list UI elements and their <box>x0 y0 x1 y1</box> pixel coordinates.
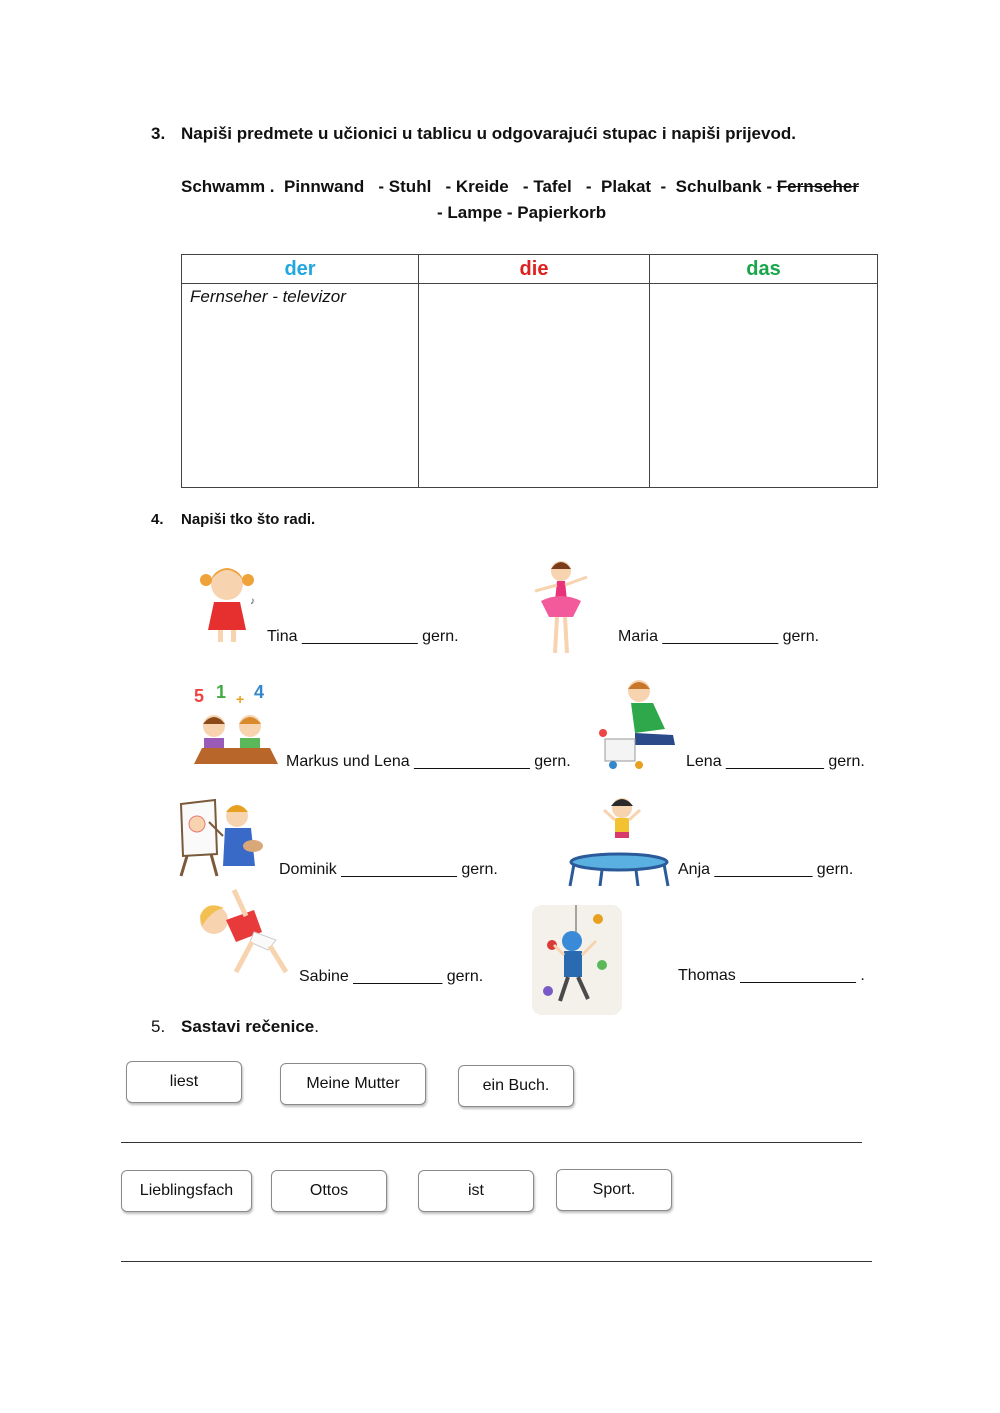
kids-math-icon <box>192 680 282 766</box>
word-card-meine-mutter[interactable]: Meine Mutter <box>280 1063 426 1105</box>
svg-text:1: 1 <box>216 682 227 702</box>
word-card-ottos[interactable]: Ottos <box>271 1170 387 1212</box>
trampoline-icon <box>568 792 670 888</box>
task4-number: 4. <box>151 511 164 528</box>
ballerina-icon <box>527 555 595 657</box>
task5-instruction: Sastavi rečenice <box>181 1017 315 1036</box>
article-table <box>181 254 878 488</box>
word-bank-line2: - Lampe - Papierkorb <box>437 203 607 222</box>
header-das: das <box>650 255 878 284</box>
boy-painter-icon <box>177 798 267 878</box>
task5-number: 5. <box>151 1017 166 1036</box>
word-bank-struck-word: Fernseher <box>776 177 859 196</box>
header-die: die <box>419 255 650 284</box>
task3-instruction: Napiši predmete u učionici u tablicu u odgovarajući stupac i napiši prijevod. <box>181 124 796 143</box>
sentence-anja[interactable]: Anja ___________ gern. <box>678 861 854 878</box>
task5-period: . <box>314 1017 319 1036</box>
girl-singing-icon <box>190 558 264 646</box>
svg-text:5: 5 <box>194 686 205 706</box>
svg-text:♪: ♪ <box>250 596 255 607</box>
svg-text:4: 4 <box>254 682 265 702</box>
word-card-liest[interactable]: liest <box>126 1061 242 1103</box>
task5-heading <box>181 1017 319 1037</box>
word-card-ein-buch[interactable]: ein Buch. <box>458 1065 574 1107</box>
cell-der[interactable]: Fernseher - televizor <box>182 284 419 488</box>
girl-yoga-icon <box>192 886 290 978</box>
word-bank-words: Schwamm . Pinnwand - Stuhl - Kreide - Tafel - Plakat - Schulbank - <box>181 177 777 196</box>
word-card-sport[interactable]: Sport. <box>556 1169 672 1211</box>
boy-climbing-icon <box>532 905 622 1015</box>
word-card-lieblingsfach[interactable]: Lieblingsfach <box>121 1170 252 1212</box>
girl-painting-icon <box>595 673 679 773</box>
task3-number: 3. <box>151 124 166 143</box>
cell-die[interactable] <box>419 284 650 488</box>
svg-text:+: + <box>236 691 245 707</box>
answer-line-1[interactable] <box>121 1142 862 1143</box>
sentence-markus-lena[interactable]: Markus und Lena _____________ gern. <box>286 753 571 770</box>
sentence-dominik[interactable]: Dominik _____________ gern. <box>279 861 498 878</box>
word-bank-line1 <box>181 177 859 197</box>
answer-line-2[interactable] <box>121 1261 872 1262</box>
sentence-sabine[interactable]: Sabine __________ gern. <box>299 968 484 985</box>
sentence-lena[interactable]: Lena ___________ gern. <box>686 753 865 770</box>
cell-das[interactable] <box>650 284 878 488</box>
sentence-thomas[interactable]: Thomas _____________ . <box>678 967 865 984</box>
task4-instruction: Napiši tko što radi. <box>181 511 316 528</box>
sentence-tina[interactable]: Tina _____________ gern. <box>267 628 459 645</box>
word-card-ist[interactable]: ist <box>418 1170 534 1212</box>
header-der: der <box>182 255 419 284</box>
sentence-maria[interactable]: Maria _____________ gern. <box>618 628 820 645</box>
